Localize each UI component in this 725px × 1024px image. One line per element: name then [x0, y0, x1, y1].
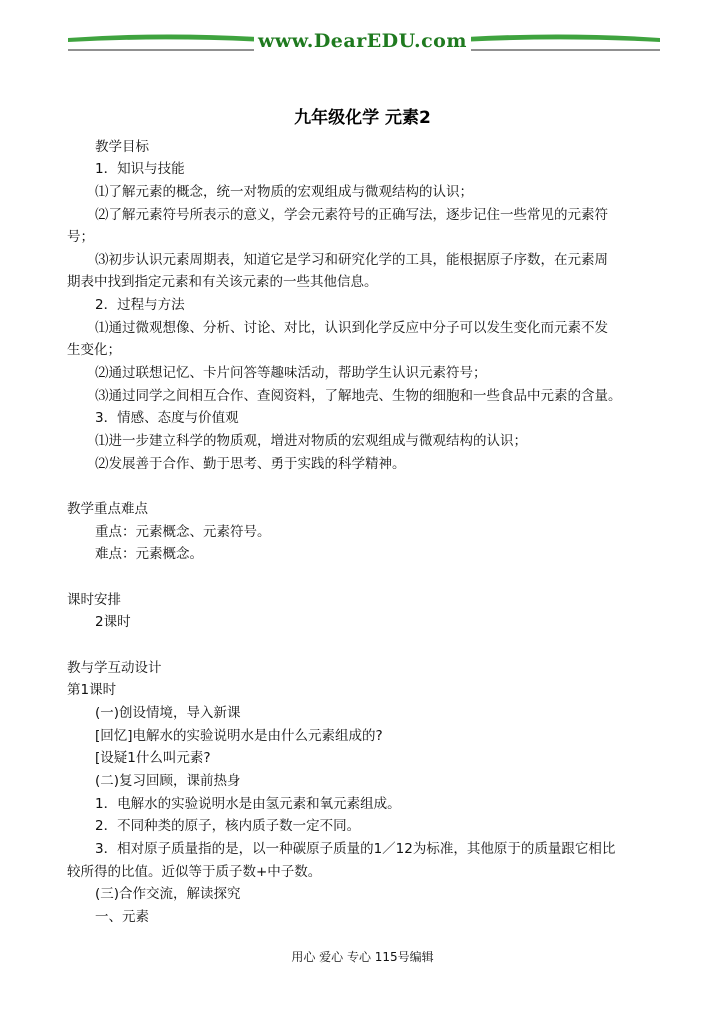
body-line: 教学目标 — [95, 139, 149, 155]
body-line: ⑵通过联想记忆、卡片问答等趣味活动，帮助学生认识元素符号； — [95, 365, 487, 381]
body-line: 期表中找到指定元素和有关该元素的一些其他信息。 — [67, 274, 378, 290]
section-heading: 课时安排 — [67, 592, 121, 608]
section-heading: 教与学互动设计 — [67, 660, 162, 676]
section-heading: 第1课时 — [67, 682, 117, 698]
body-line: (二)复习回顾，课前热身 — [95, 773, 241, 789]
site-name-text: www.DearEDU.com — [254, 30, 471, 52]
body-line: 3．情感、态度与价值观 — [95, 410, 239, 426]
body-line: ⑵了解元素符号所表示的意义，学会元素符号的正确写法，逐步记住一些常见的元素符 — [95, 207, 608, 223]
body-line: 3．相对原子质量指的是，以一种碳原子质量的1／12为标准，其他原于的质量跟它相比 — [95, 841, 616, 857]
body-line: ⑴进一步建立科学的物质观，增进对物质的宏观组成与微观结构的认识； — [95, 433, 527, 449]
body-line: ⑴通过微观想像、分析、讨论、对比，认识到化学反应中分子可以发生变化而元素不发 — [95, 320, 608, 336]
body-line: 1．知识与技能 — [95, 161, 185, 177]
body-line: [设疑1什么叫元素? — [95, 750, 211, 766]
body-line: (三)合作交流，解读探究 — [95, 886, 241, 902]
section-heading: 教学重点难点 — [67, 501, 148, 517]
page-footer: 用心 爱心 专心 115号编辑 — [291, 950, 434, 964]
body-line: 2．不同种类的原子，核内质子数一定不同。 — [95, 818, 361, 834]
body-line: (一)创设情境，导入新课 — [95, 705, 241, 721]
body-line: 难点：元素概念。 — [95, 546, 203, 562]
body-line: 较所得的比值。近似等于质子数+中子数。 — [67, 864, 322, 880]
body-line: ⑶初步认识元素周期表，知道它是学习和研究化学的工具，能根据原子序数，在元素周 — [95, 252, 608, 268]
body-line: ⑶通过同学之间相互合作、查阅资料，了解地壳、生物的细胞和一些食品中元素的含量。 — [95, 388, 622, 404]
body-line: 2课时 — [95, 614, 131, 630]
page-header — [0, 0, 725, 60]
header-site-name — [0, 30, 725, 52]
body-line: 号； — [67, 229, 94, 245]
body-line: 一、元素 — [95, 909, 149, 925]
body-line: ⑴了解元素的概念，统一对物质的宏观组成与微观结构的认识； — [95, 184, 473, 200]
body-line: 生变化； — [67, 342, 121, 358]
body-line: 2．过程与方法 — [95, 297, 185, 313]
body-line: 重点：元素概念、元素符号。 — [95, 524, 271, 540]
body-line: ⑵发展善于合作、勤于思考、勇于实践的科学精神。 — [95, 456, 406, 472]
document-title: 九年级化学 元素2 — [294, 108, 431, 128]
body-line: 1．电解水的实验说明水是由氢元素和氧元素组成。 — [95, 796, 401, 812]
body-line: [回忆]电解水的实验说明水是由什么元素组成的? — [95, 728, 383, 744]
